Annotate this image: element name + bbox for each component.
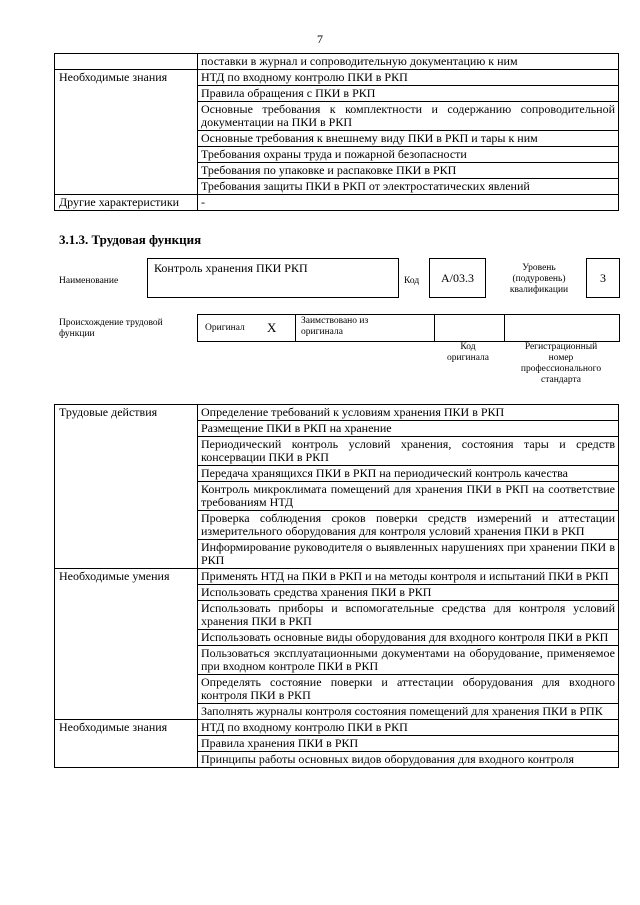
registration-caption-line: стандарта xyxy=(541,375,581,385)
level-label-line: Уровень xyxy=(522,263,556,273)
empty-label-cell xyxy=(55,54,198,70)
actions-label: Трудовые действия xyxy=(55,405,198,569)
divider xyxy=(295,315,296,341)
divider xyxy=(434,315,435,341)
code-caption xyxy=(433,342,503,364)
table-row xyxy=(55,54,619,70)
borrowed-label-line: Заимствовано из xyxy=(301,316,369,326)
knowledge-label: Необходимые знания xyxy=(55,70,198,195)
knowledge-item: НТД по входному контролю ПКИ в РКП xyxy=(198,70,619,86)
table-row xyxy=(55,70,619,86)
action-item: Размещение ПКИ в РКП на хранение xyxy=(198,421,619,437)
borrowed-label-line: оригинала xyxy=(301,327,343,337)
skill-item: Определять состояние поверки и аттестации оборудования для входного контроля ПКИ в РКП xyxy=(198,675,619,704)
table-row xyxy=(55,405,619,421)
level-box xyxy=(586,258,620,298)
registration-caption-line: профессионального xyxy=(520,364,602,374)
knowledge-item: Правила обращения с ПКИ в РКП xyxy=(198,86,619,102)
registration-caption xyxy=(504,342,618,386)
code-box xyxy=(429,258,486,298)
original-label: Оригинал xyxy=(205,323,245,333)
page-number: 7 xyxy=(317,32,323,46)
name-value: Контроль хранения ПКИ РКП xyxy=(154,261,308,275)
other-characteristics-value: - xyxy=(198,195,619,211)
knowledge-item: Основные требования к комплектности и содержанию сопроводительной документации на ПКИ в РКП xyxy=(198,102,619,131)
level-label-line: квалификации xyxy=(509,285,569,295)
knowledge-item: Требования по упаковке и распаковке ПКИ в РКП xyxy=(198,163,619,179)
action-item: Определение требований к условиям хранения ПКИ в РКП xyxy=(198,405,619,421)
origin-label-line: функции xyxy=(59,329,95,339)
skill-item: Пользоваться эксплуатационными документами на оборудование, применяемое при входном контроле ПКИ в РКП xyxy=(198,646,619,675)
code-label: Код xyxy=(404,276,420,286)
table-row xyxy=(55,720,619,736)
level-label-line: (подуровень) xyxy=(512,274,566,284)
skill-item: Применять НТД на ПКИ в РКП и на методы контроля и испытаний ПКИ в РКП xyxy=(198,569,619,585)
code-caption-line: Код xyxy=(460,342,476,352)
original-mark: X xyxy=(267,320,277,335)
table-row xyxy=(55,569,619,585)
name-box xyxy=(147,258,399,298)
level-value: 3 xyxy=(600,271,606,285)
registration-caption-line: Регистрационный xyxy=(524,342,598,352)
knowledge-item: Принципы работы основных видов оборудования для входного контроля xyxy=(198,752,619,768)
origin-box xyxy=(197,314,620,342)
action-item: Проверка соблюдения сроков поверки средств измерений и аттестации измерительного оборудования для контроля условий хранения ПКИ в РКП xyxy=(198,511,619,540)
action-item: Контроль микроклимата помещений для хранения ПКИ в РКП на соответствие требованиям НТД xyxy=(198,482,619,511)
divider xyxy=(504,315,505,341)
skill-item: Использовать основные виды оборудования для входного контроля ПКИ в РКП xyxy=(198,630,619,646)
registration-caption-line: номер xyxy=(548,353,574,363)
knowledge-item: Правила хранения ПКИ в РКП xyxy=(198,736,619,752)
knowledge-item: Требования охраны труда и пожарной безопасности xyxy=(198,147,619,163)
action-item: Передача хранящихся ПКИ в РКП на периодический контроль качества xyxy=(198,466,619,482)
knowledge-item: НТД по входному контролю ПКИ в РКП xyxy=(198,720,619,736)
labor-function-table xyxy=(54,404,619,768)
skill-item: Использовать средства хранения ПКИ в РКП xyxy=(198,585,619,601)
code-value: A/03.3 xyxy=(441,271,474,285)
section-heading: 3.1.3. Трудовая функция xyxy=(59,232,202,247)
knowledge-item: Основные требования к внешнему виду ПКИ в РКП и тары к ним xyxy=(198,131,619,147)
name-label: Наименование xyxy=(59,276,119,286)
knowledge-table-continued xyxy=(54,53,619,211)
borrowed-label xyxy=(301,316,368,338)
continuation-cell: поставки в журнал и сопроводительную документацию к ним xyxy=(198,54,619,70)
skills-label: Необходимые умения xyxy=(55,569,198,720)
origin-label xyxy=(59,318,189,340)
action-item: Информирование руководителя о выявленных нарушениях при хранении ПКИ в РКП xyxy=(198,540,619,569)
origin-label-line: Происхождение трудовой xyxy=(59,318,163,328)
skill-item: Использовать приборы и вспомогательные средства для контроля условий хранения ПКИ в РКП xyxy=(198,601,619,630)
table-row xyxy=(55,195,619,211)
other-characteristics-label: Другие характеристики xyxy=(55,195,198,211)
code-caption-line: оригинала xyxy=(447,353,489,363)
knowledge-item: Требования защиты ПКИ в РКП от электростатических явлений xyxy=(198,179,619,195)
action-item: Периодический контроль условий хранения, состояния тары и средств консервации ПКИ в РКП xyxy=(198,437,619,466)
level-label xyxy=(498,263,580,296)
knowledge-label: Необходимые знания xyxy=(55,720,198,768)
skill-item: Заполнять журналы контроля состояния помещений для хранения ПКИ в РПК xyxy=(198,704,619,720)
